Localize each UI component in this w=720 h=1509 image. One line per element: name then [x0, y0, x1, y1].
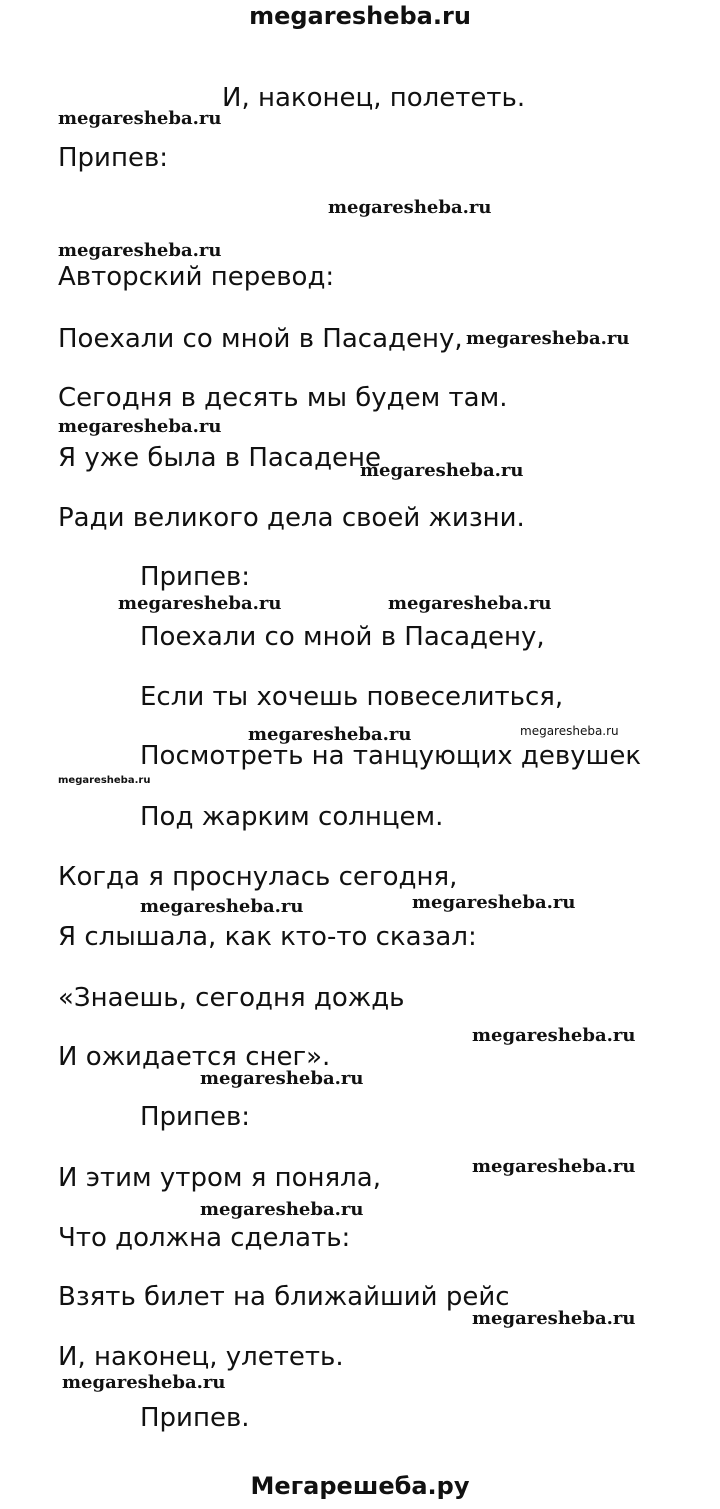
- text-line: Взять билет на ближайший рейс: [58, 1282, 510, 1312]
- watermark: megaresheba.ru: [472, 1308, 636, 1329]
- text-line: Я уже была в Пасадене: [58, 443, 382, 473]
- watermark: megaresheba.ru: [58, 108, 222, 129]
- text-line: Сегодня в десять мы будем там.: [58, 383, 508, 413]
- watermark: megaresheba.ru: [360, 460, 524, 481]
- watermark: megaresheba.ru: [58, 775, 151, 786]
- text-line: Поехали со мной в Пасадену,: [58, 324, 463, 354]
- text-line: Припев:: [140, 562, 251, 592]
- text-line: Когда я проснулась сегодня,: [58, 862, 458, 892]
- watermark: megaresheba.ru: [58, 240, 222, 261]
- site-header: megaresheba.ru: [249, 2, 471, 30]
- watermark: megaresheba.ru: [520, 724, 619, 738]
- site-footer: Мегарешеба.ру: [250, 1472, 470, 1500]
- watermark: megaresheba.ru: [472, 1025, 636, 1046]
- text-line: Под жарким солнцем.: [140, 802, 444, 832]
- watermark: megaresheba.ru: [200, 1068, 364, 1089]
- text-line: Посмотреть на танцующих девушек: [140, 741, 642, 771]
- text-line: Если ты хочешь повеселиться,: [140, 682, 564, 712]
- watermark: megaresheba.ru: [388, 593, 552, 614]
- text-line: И, наконец, улететь.: [58, 1342, 344, 1372]
- text-line: Авторский перевод:: [58, 262, 335, 292]
- text-line: И этим утром я поняла,: [58, 1163, 381, 1193]
- watermark: megaresheba.ru: [58, 416, 222, 437]
- watermark: megaresheba.ru: [248, 724, 412, 745]
- text-line: Поехали со мной в Пасадену,: [140, 622, 545, 652]
- watermark: megaresheba.ru: [62, 1372, 226, 1393]
- text-line: И ожидается снег».: [58, 1042, 331, 1072]
- text-line: «Знаешь, сегодня дождь: [58, 983, 405, 1013]
- text-line: Припев:: [140, 1102, 251, 1132]
- watermark: megaresheba.ru: [200, 1199, 364, 1220]
- text-line: Я слышала, как кто-то сказал:: [58, 922, 477, 952]
- text-line: Припев.: [140, 1403, 250, 1433]
- watermark: megaresheba.ru: [118, 593, 282, 614]
- watermark: megaresheba.ru: [466, 328, 630, 349]
- text-line: Припев:: [58, 143, 169, 173]
- watermark: megaresheba.ru: [412, 892, 576, 913]
- text-line: И, наконец, полететь.: [222, 83, 526, 113]
- watermark: megaresheba.ru: [472, 1156, 636, 1177]
- text-line: Что должна сделать:: [58, 1223, 351, 1253]
- text-line: Ради великого дела своей жизни.: [58, 503, 525, 533]
- watermark: megaresheba.ru: [140, 896, 304, 917]
- watermark: megaresheba.ru: [328, 197, 492, 218]
